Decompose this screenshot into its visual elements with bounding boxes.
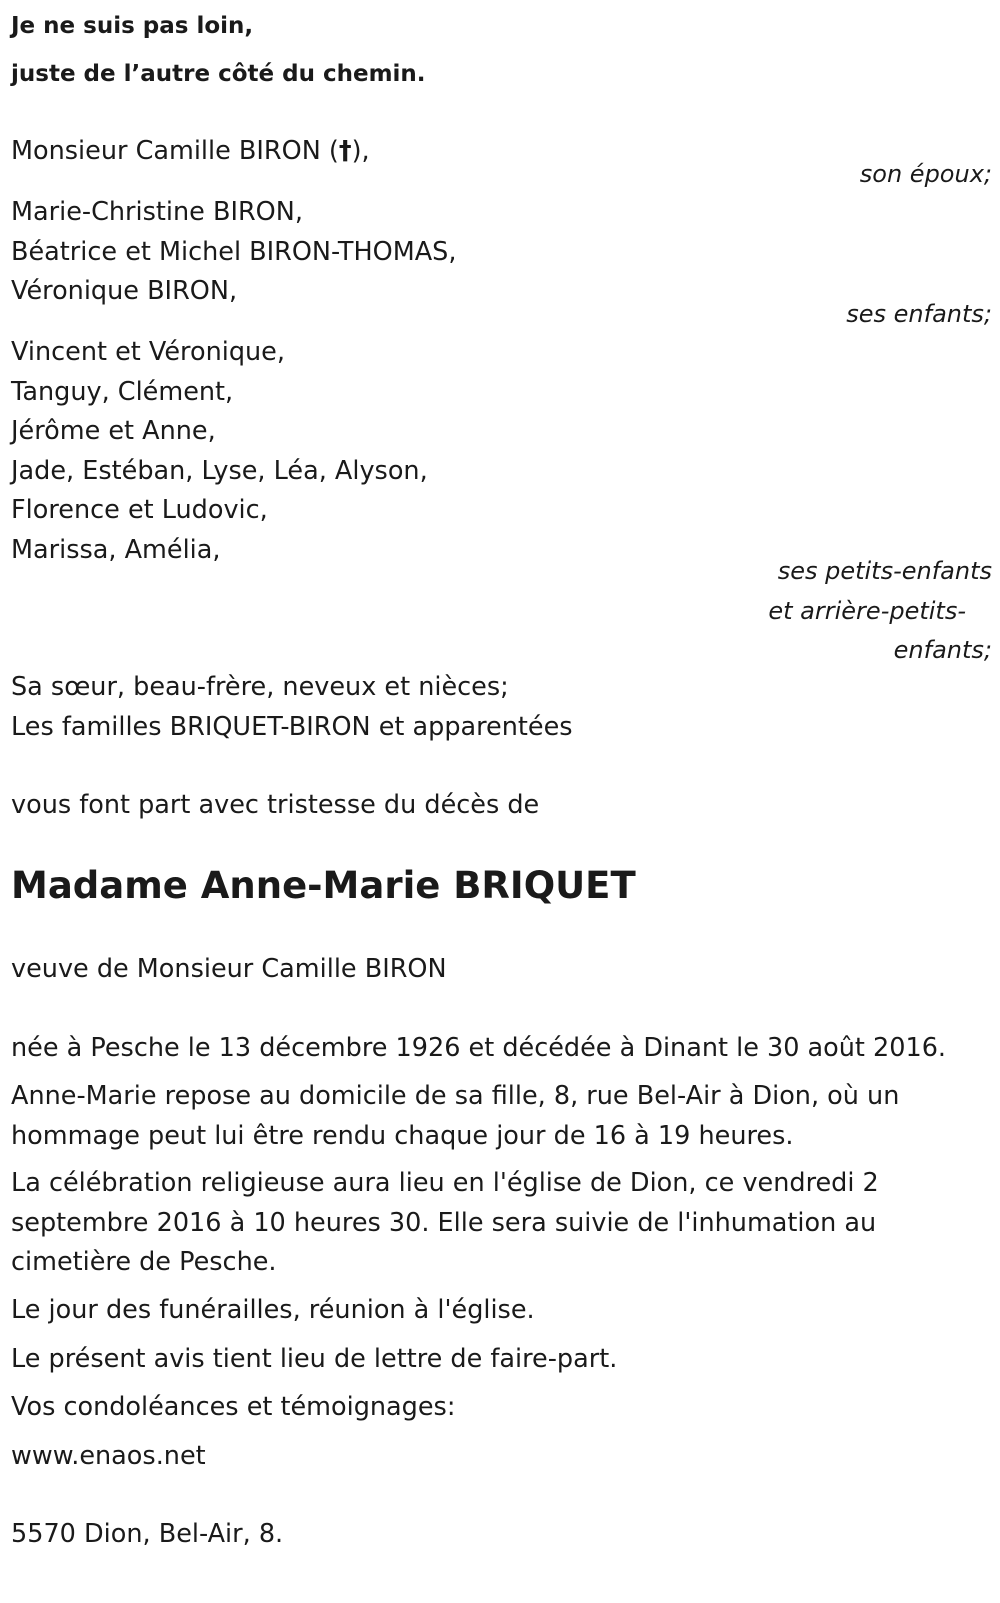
child-name: Marie-Christine BIRON, (11, 197, 303, 227)
relatives-line: Les familles BRIQUET-BIRON et apparentées (11, 711, 573, 742)
children-role: ses enfants; (846, 300, 992, 328)
children-list (11, 193, 456, 312)
deceased-name: Madame Anne-Marie BRIQUET (11, 864, 636, 907)
relatives-list (11, 668, 573, 747)
website-link[interactable]: www.enaos.net (11, 1441, 206, 1471)
grandchild-names: Jérôme et Anne, (11, 416, 216, 446)
grandchildren-role-line: enfants; (893, 636, 992, 664)
cross-icon: † (338, 136, 352, 166)
ceremony-line: cimetière de Pesche. (11, 1247, 277, 1277)
grandchild-names: Vincent et Véronique, (11, 337, 285, 367)
epitaph-line-1: Je ne suis pas loin, (11, 13, 254, 39)
grandchild-names: Florence et Ludovic, (11, 495, 268, 525)
grandchild-names: Jade, Estéban, Lyse, Léa, Alyson, (11, 455, 428, 486)
grandchild-names: Marissa, Amélia, (11, 534, 221, 565)
ceremony-line: septembre 2016 à 10 heures 30. Elle sera suivie de l'inhumation au (11, 1207, 877, 1238)
grandchild-names: Tanguy, Clément, (11, 376, 234, 407)
address-text: 5570 Dion, Bel-Air, 8. (11, 1519, 284, 1549)
grandchildren-list (11, 333, 428, 570)
grandchildren-role (768, 552, 992, 671)
grandchildren-role-line: et arrière-petits- (768, 596, 966, 625)
ceremony-paragraph (11, 1164, 879, 1283)
epitaph-line-2: juste de l’autre côté du chemin. (11, 61, 426, 87)
child-name: Véronique BIRON, (11, 276, 238, 306)
wake-paragraph (11, 1077, 899, 1156)
grandchildren-role-line: ses petits-enfants (777, 557, 992, 585)
condolences-label: Vos condoléances et témoignages: (11, 1392, 456, 1422)
announcement-text: vous font part avec tristesse du décès de (11, 790, 540, 820)
child-name: Béatrice et Michel BIRON-THOMAS, (11, 236, 457, 267)
spouse-name (11, 132, 370, 172)
wake-line: Anne-Marie repose au domicile de sa fille, 8, rue Bel-Air à Dion, où un (11, 1081, 900, 1111)
notice-text: Le présent avis tient lieu de lettre de faire-part. (11, 1344, 618, 1374)
relatives-line: Sa sœur, beau-frère, neveux et nièces; (11, 672, 509, 702)
meeting-text: Le jour des funérailles, réunion à l'église. (11, 1295, 535, 1325)
spouse-role: son époux; (859, 160, 992, 188)
spouse-name-suffix: ), (351, 136, 370, 166)
wake-line: hommage peut lui être rendu chaque jour de 16 à 19 heures. (11, 1120, 794, 1151)
ceremony-line: La célébration religieuse aura lieu en l'église de Dion, ce vendredi 2 (11, 1168, 879, 1198)
birth-death-text: née à Pesche le 13 décembre 1926 et décédée à Dinant le 30 août 2016. (11, 1033, 947, 1063)
spouse-name-text: Monsieur Camille BIRON ( (11, 136, 339, 166)
epitaph-quote (11, 2, 426, 98)
widow-of-text: veuve de Monsieur Camille BIRON (11, 954, 447, 984)
